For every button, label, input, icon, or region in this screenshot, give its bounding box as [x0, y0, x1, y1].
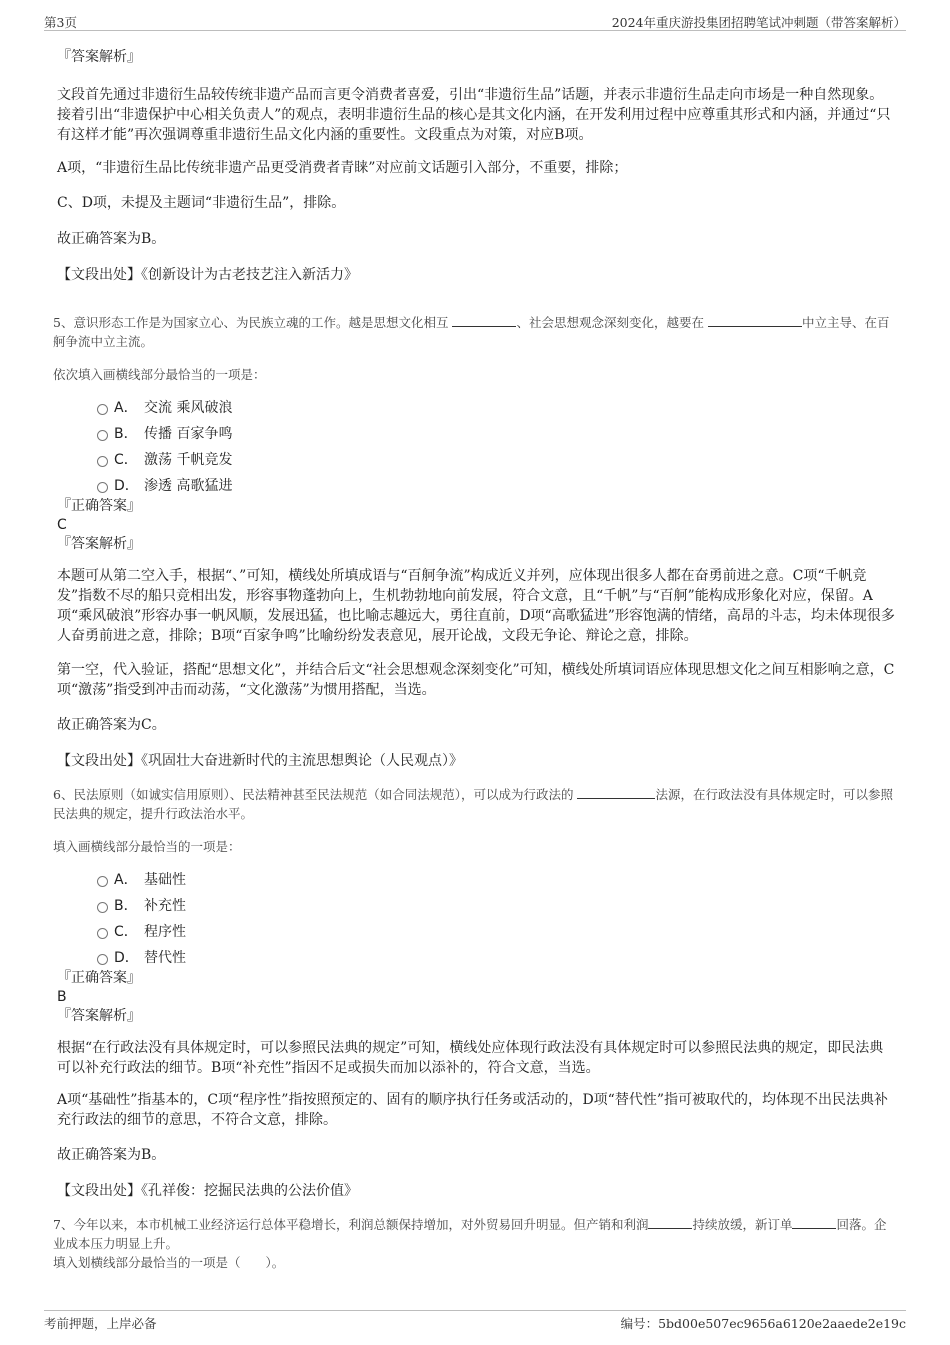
radio-icon[interactable]	[97, 876, 108, 887]
source-label: 【文段出处】	[57, 753, 141, 769]
question-6-prompt: 填入画横线部分最恰当的一项是：	[53, 839, 241, 854]
footer-slogan: 考前押题，上岸必备	[44, 1316, 157, 1331]
source-citation	[57, 265, 897, 285]
fill-blank	[792, 1216, 836, 1229]
radio-icon[interactable]	[97, 456, 108, 467]
option-a[interactable]: A． 基础性	[57, 870, 897, 896]
analysis-paragraph: 第一空，代入验证，搭配“思想文化”，并结合后文“社会思想观念深刻变化”可知，横线处所填词语应体现思想文化之间互相影响之意，C项“激荡”指受到冲击而动荡，“文化激荡”为惯用搭配，当选。	[57, 662, 895, 698]
analysis-label: 『答案解析』	[57, 49, 141, 65]
analysis-paragraph: A项，“非遗衍生品比传统非遗产品更受消费者青睐”对应前文话题引入部分，不重要，排除；	[57, 160, 628, 176]
source-citation	[57, 751, 897, 771]
analysis-label: 『答案解析』	[57, 1008, 141, 1024]
source-label: 【文段出处】	[57, 1183, 141, 1199]
option-b[interactable]: B． 补充性	[57, 896, 897, 922]
correct-answer-label: 『正确答案』	[57, 970, 141, 986]
page-number: 第3页	[44, 15, 77, 30]
document-body	[53, 44, 897, 1272]
radio-icon[interactable]	[97, 928, 108, 939]
radio-icon[interactable]	[97, 404, 108, 415]
page-footer	[44, 1310, 906, 1334]
document-id: 编号：5bd00e507ec9656a6120e2aaede2e19c	[620, 1316, 906, 1331]
question-7-prompt: 填入划横线部分最恰当的一项是（ ）。	[53, 1255, 285, 1270]
analysis-paragraph: 本题可从第二空入手，根据“、”可知，横线处所填成语与“百舸争流”构成近义并列，应体现出很多人都在奋勇前进之意。C项“千帆竞发”指数不尽的船只竞相出发，形容事物蓬勃向上，生机勃勃地向前发展，符合文意，且“千帆”与“百舸”能构成形象化对应，保留。A项“乘风破浪”形容办事一帆风顺，发展迅猛，也比喻志趣远大，勇往直前，D项“高歌猛进”形容饱满的情绪，高昂的斗志，均未体现很多人奋勇前进之意，排除；B项“百家争鸣”比喻纷纷发表意见，展开论战，文段无争论、辩论之意，排除。	[57, 568, 895, 644]
source-title: 《孔祥俊：挖掘民法典的公法价值》	[141, 1183, 358, 1199]
fill-blank	[708, 314, 802, 327]
question-6-options	[57, 870, 897, 974]
page-header	[44, 10, 906, 31]
analysis-paragraph: 文段首先通过非遗衍生品较传统非遗产品而言更令消费者喜爱，引出“非遗衍生品”话题，并表示非遗衍生品走向市场是一种自然现象。接着引出“非遗保护中心相关负责人”的观点，表明非遗衍生品的核心是其文化内涵，在开发利用过程中应尊重其形式和内涵，并通过“只有这样才能”再次强调尊重非遗衍生品文化内涵的重要性。文段重点为对策，对应B项。	[57, 87, 891, 143]
radio-icon[interactable]	[97, 954, 108, 965]
option-d[interactable]: D． 替代性	[57, 948, 897, 974]
question-5-text: 5、意识形态工作是为国家立心、为民族立魂的工作。越是思想文化相互 、社会思想观念深刻变化，越要在 中立主导、在百舸争流中立主流。	[53, 315, 890, 349]
option-d[interactable]: D． 渗透 高歌猛进	[57, 476, 897, 502]
source-label: 【文段出处】	[57, 267, 141, 283]
answer-conclusion: 故正确答案为B。	[57, 1147, 166, 1163]
correct-answer: C	[57, 517, 67, 533]
source-title: 《创新设计为古老技艺注入新活力》	[141, 267, 358, 283]
fill-blank	[452, 314, 516, 327]
option-a[interactable]: A． 交流 乘风破浪	[57, 398, 897, 424]
question-5-prompt: 依次填入画横线部分最恰当的一项是：	[53, 367, 266, 382]
option-b[interactable]: B． 传播 百家争鸣	[57, 424, 897, 450]
radio-icon[interactable]	[97, 482, 108, 493]
fill-blank	[648, 1216, 692, 1229]
analysis-label: 『答案解析』	[57, 536, 141, 552]
source-citation	[57, 1181, 897, 1201]
fill-blank	[577, 786, 655, 799]
analysis-paragraph: 根据“在行政法没有具体规定时，可以参照民法典的规定”可知，横线处应体现行政法没有具体规定时可以参照民法典的规定，即民法典可以补充行政法的细节。B项“补充性”指因不足或损失而加以添补的，符合文意，当选。	[57, 1040, 884, 1076]
answer-conclusion: 故正确答案为B。	[57, 231, 166, 247]
correct-answer-label: 『正确答案』	[57, 498, 141, 514]
option-c[interactable]: C． 程序性	[57, 922, 897, 948]
question-7-text: 7、今年以来，本市机械工业经济运行总体平稳增长，利润总额保持增加，对外贸易回升明显。但产销和利润 持续放缓，新订单 回落。企业成本压力明显上升。	[53, 1217, 887, 1251]
question-6-text: 6、民法原则（如诚实信用原则）、民法精神甚至民法规范（如合同法规范），可以成为行政法的 法源，在行政法没有具体规定时，可以参照民法典的规定，提升行政法治水平。	[53, 787, 893, 821]
correct-answer: B	[57, 989, 67, 1005]
source-title: 《巩固壮大奋进新时代的主流思想舆论（人民观点）》	[141, 753, 463, 769]
answer-conclusion: 故正确答案为C。	[57, 717, 166, 733]
radio-icon[interactable]	[97, 902, 108, 913]
analysis-paragraph: C、D项，未提及主题词“非遗衍生品”，排除。	[57, 195, 346, 211]
document-title: 2024年重庆游投集团招聘笔试冲刺题（带答案解析）	[611, 15, 906, 30]
analysis-paragraph: A项“基础性”指基本的，C项“程序性”指按照预定的、固有的顺序执行任务或活动的，D项“替代性”指可被取代的，均体现不出民法典补充行政法的细节的意思，不符合文意，排除。	[57, 1092, 888, 1128]
radio-icon[interactable]	[97, 430, 108, 441]
option-c[interactable]: C． 激荡 千帆竞发	[57, 450, 897, 476]
question-5-options	[57, 398, 897, 502]
